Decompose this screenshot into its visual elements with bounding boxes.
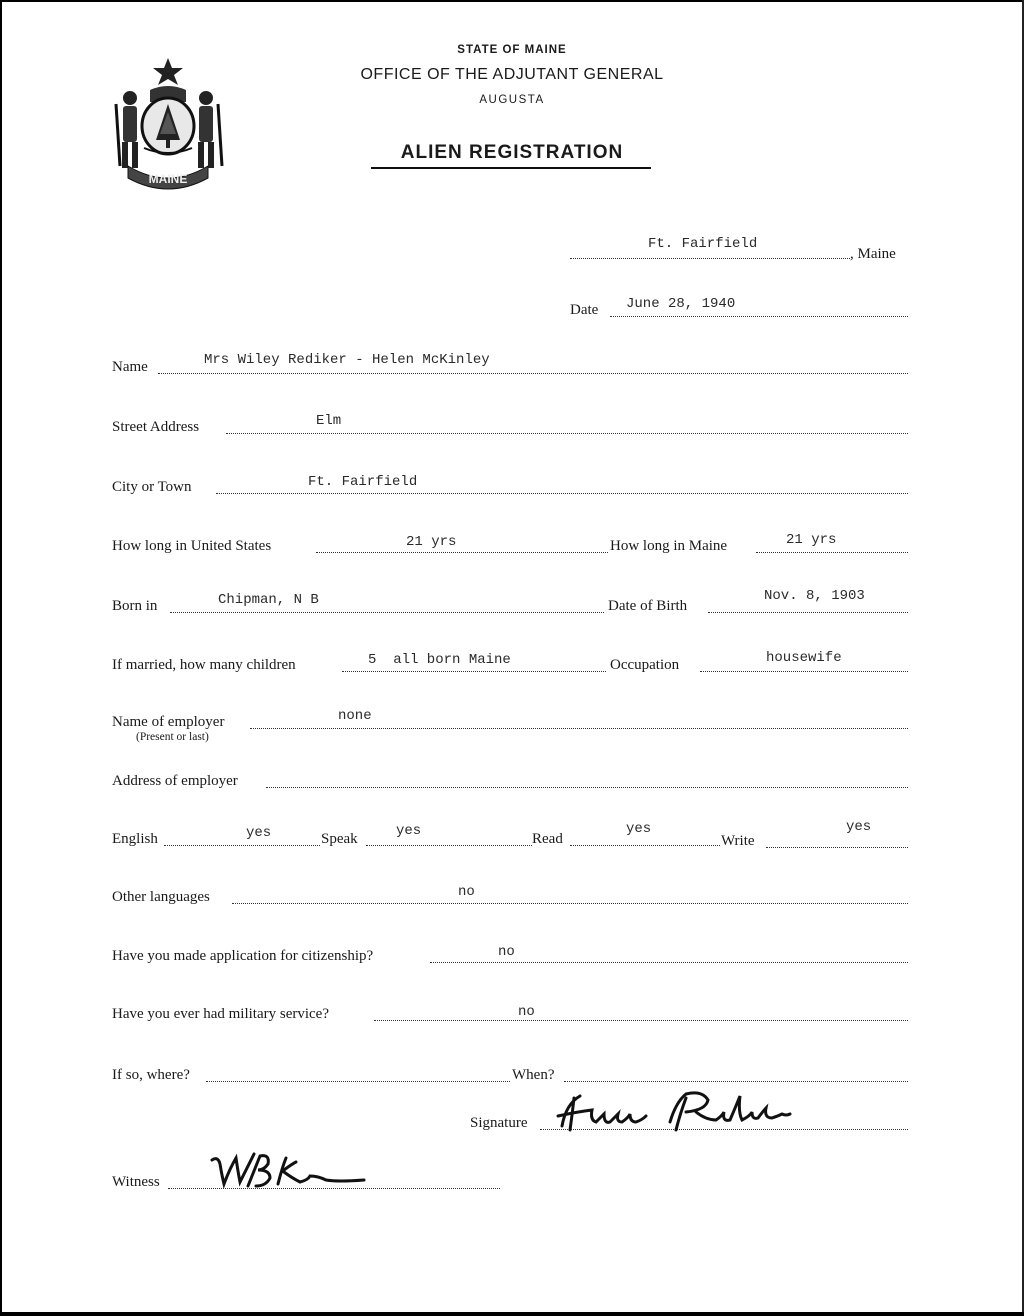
date-value[interactable]: June 28, 1940 [626, 296, 736, 312]
street-address-line [226, 433, 908, 434]
city-line [216, 493, 908, 494]
occupation-label: Occupation [610, 657, 680, 673]
children-line [342, 671, 606, 672]
citizenship-label: Have you made application for citizenship? [112, 948, 374, 964]
page-border-left [0, 0, 2, 1316]
place-line [570, 258, 850, 259]
place-value[interactable]: Ft. Fairfield [648, 236, 758, 252]
read-line [570, 845, 720, 846]
write-value[interactable]: yes [846, 819, 872, 835]
street-address-label: Street Address [112, 419, 200, 435]
how-long-maine-line [756, 552, 908, 553]
employer-value[interactable]: none [338, 708, 372, 724]
citizenship-line [430, 962, 908, 963]
name-value[interactable]: Mrs Wiley Rediker - Helen McKinley [204, 352, 490, 368]
english-label: English [112, 831, 158, 847]
occupation-value[interactable]: housewife [766, 650, 842, 666]
speak-value[interactable]: yes [396, 823, 422, 839]
how-long-us-label: How long in United States [112, 538, 272, 554]
name-label: Name [112, 359, 148, 375]
born-in-value[interactable]: Chipman, N B [218, 592, 319, 608]
other-languages-value[interactable]: no [458, 884, 475, 900]
how-long-us-value[interactable]: 21 yrs [406, 534, 457, 550]
write-line [766, 847, 908, 848]
seal-motto: MAINE [148, 172, 188, 186]
header-city: AUGUSTA [479, 94, 545, 106]
english-value[interactable]: yes [246, 825, 272, 841]
witness-signature-image[interactable] [208, 1146, 372, 1192]
name-line [158, 373, 908, 374]
read-label: Read [532, 831, 563, 847]
page-border-top [0, 0, 1024, 2]
read-value[interactable]: yes [626, 821, 652, 837]
date-label: Date [570, 302, 599, 318]
header-office: OFFICE OF THE ADJUTANT GENERAL [360, 66, 664, 83]
how-long-maine-value[interactable]: 21 yrs [786, 532, 837, 548]
employer-address-label: Address of employer [112, 773, 238, 789]
where-line [206, 1081, 510, 1082]
employer-line [250, 728, 908, 729]
street-address-value[interactable]: Elm [316, 413, 342, 429]
other-languages-line [232, 903, 908, 904]
header-state: STATE OF MAINE [457, 44, 567, 56]
date-of-birth-label: Date of Birth [608, 598, 688, 614]
military-line [374, 1020, 908, 1021]
where-label: If so, where? [112, 1067, 190, 1083]
date-line [610, 316, 908, 317]
born-in-label: Born in [112, 598, 158, 614]
citizenship-value[interactable]: no [498, 944, 515, 960]
signature-label: Signature [470, 1115, 528, 1131]
when-line [564, 1081, 908, 1082]
how-long-us-line [316, 552, 608, 553]
form-title: ALIEN REGISTRATION [400, 142, 624, 163]
when-label: When? [512, 1067, 555, 1083]
city-value[interactable]: Ft. Fairfield [308, 474, 418, 490]
other-languages-label: Other languages [112, 889, 210, 905]
city-label: City or Town [112, 479, 192, 495]
witness-label: Witness [112, 1174, 160, 1190]
employer-sublabel: (Present or last) [136, 731, 209, 743]
english-line [164, 845, 320, 846]
place-suffix: , Maine [850, 246, 896, 262]
write-label: Write [721, 833, 755, 849]
military-value[interactable]: no [518, 1004, 535, 1020]
employer-address-line [266, 787, 908, 788]
born-in-line [170, 612, 604, 613]
speak-line [366, 845, 532, 846]
speak-label: Speak [321, 831, 358, 847]
military-label: Have you ever had military service? [112, 1006, 329, 1022]
signature-image[interactable] [546, 1086, 806, 1142]
page-border-bottom [0, 1312, 1024, 1316]
children-value[interactable]: 5 all born Maine [368, 652, 511, 668]
date-of-birth-line [708, 612, 908, 613]
title-underline [371, 167, 651, 169]
children-label: If married, how many children [112, 657, 296, 673]
occupation-line [700, 671, 908, 672]
date-of-birth-value[interactable]: Nov. 8, 1903 [764, 588, 865, 604]
how-long-maine-label: How long in Maine [610, 538, 728, 554]
employer-label: Name of employer [112, 714, 225, 730]
